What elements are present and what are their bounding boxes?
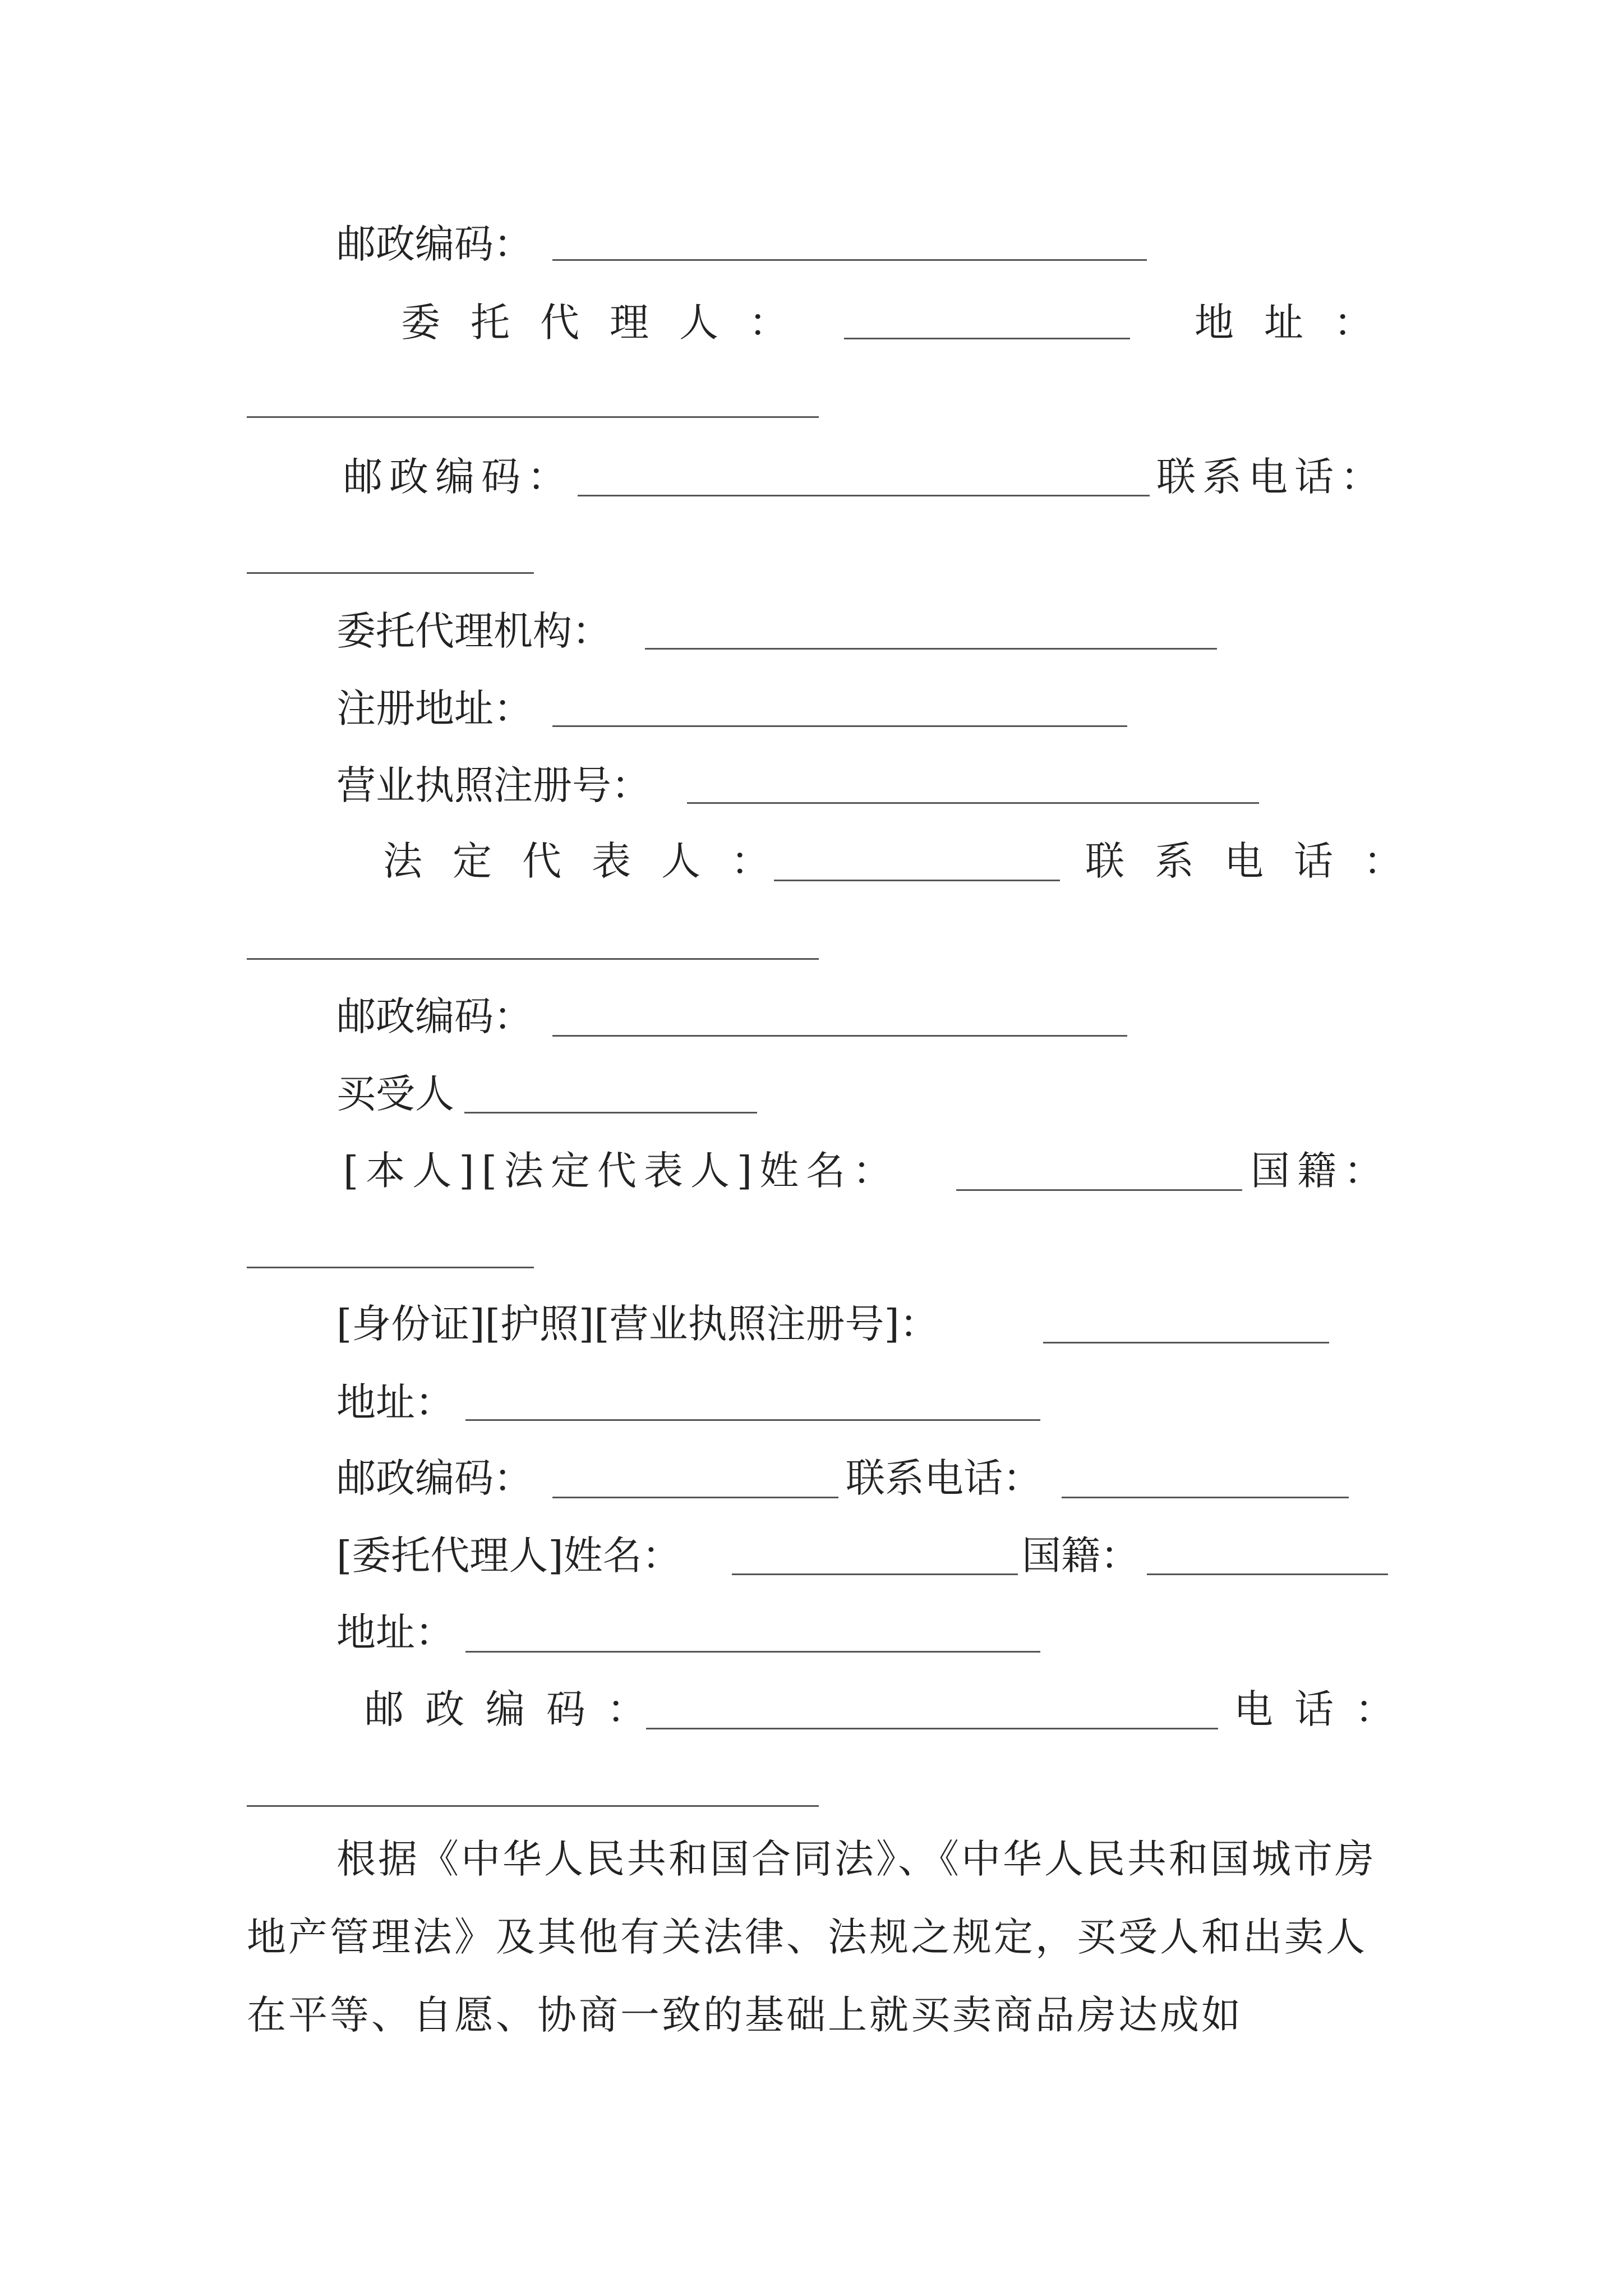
nationality-label: 国籍： — [1022, 1533, 1140, 1579]
phone-blank[interactable] — [247, 1805, 819, 1807]
postal-code-blank[interactable] — [646, 1728, 1218, 1729]
id-type-label: [身份证][护照][营业执照注册号]： — [336, 1301, 939, 1347]
address-blank[interactable] — [247, 416, 819, 418]
agent-blank[interactable] — [844, 338, 1130, 339]
postal-code-blank[interactable] — [552, 1497, 838, 1498]
postal-code-label: 邮政编码： — [336, 221, 533, 267]
postal-code-label: 邮政编码： — [343, 454, 573, 500]
name-label: [本人][法定代表人]姓名： — [343, 1148, 900, 1194]
agency-label: 委托代理机构： — [336, 608, 611, 654]
postal-code-blank[interactable] — [578, 495, 1150, 496]
agent-name-label: [委托代理人]姓名： — [336, 1533, 681, 1579]
phone-blank[interactable] — [247, 572, 534, 574]
contract-preamble: 根据《中华人民共和国合同法》、《中华人民共和国城市房地产管理法》及其他有关法律、法规之规定，买受人和出卖人在平等、自愿、协商一致的基础上就买卖商品房达成如 — [247, 1836, 1376, 2038]
nationality-blank[interactable] — [1147, 1573, 1388, 1575]
registered-address-blank[interactable] — [552, 725, 1127, 727]
license-number-blank[interactable] — [687, 802, 1259, 804]
license-number-label: 营业执照注册号： — [336, 762, 651, 808]
phone-label: 电话： — [1234, 1686, 1415, 1732]
nationality-label: 国籍： — [1251, 1148, 1390, 1194]
phone-label: 联系电话： — [846, 1455, 1042, 1501]
agent-name-blank[interactable] — [732, 1573, 1018, 1575]
name-blank[interactable] — [956, 1189, 1242, 1191]
buyer-label: 买受人 — [336, 1071, 454, 1117]
nationality-blank[interactable] — [247, 1267, 534, 1268]
address-label: 地址： — [1195, 300, 1403, 346]
buyer-blank[interactable] — [464, 1112, 757, 1114]
postal-code-label: 邮政编码： — [336, 1455, 533, 1501]
address-label: 地址： — [336, 1379, 454, 1425]
postal-code-blank[interactable] — [552, 259, 1147, 261]
registered-address-label: 注册地址： — [336, 685, 533, 731]
phone-blank[interactable] — [1062, 1497, 1349, 1498]
phone-label: 联系电话： — [1085, 838, 1433, 884]
phone-label: 联系电话： — [1156, 454, 1386, 500]
agent-label: 委托代理人： — [401, 300, 818, 346]
postal-code-label: 邮政编码： — [365, 1686, 667, 1732]
postal-code-label: 邮政编码： — [336, 993, 533, 1039]
address-blank[interactable] — [465, 1651, 1040, 1653]
postal-code-blank[interactable] — [552, 1035, 1127, 1037]
legal-representative-blank[interactable] — [774, 880, 1060, 881]
legal-representative-label: 法定代表人： — [383, 838, 800, 884]
agency-blank[interactable] — [645, 648, 1217, 650]
phone-blank[interactable] — [247, 958, 819, 960]
address-blank[interactable] — [465, 1419, 1040, 1421]
address-label: 地址： — [336, 1609, 454, 1655]
id-number-blank[interactable] — [1043, 1342, 1329, 1343]
